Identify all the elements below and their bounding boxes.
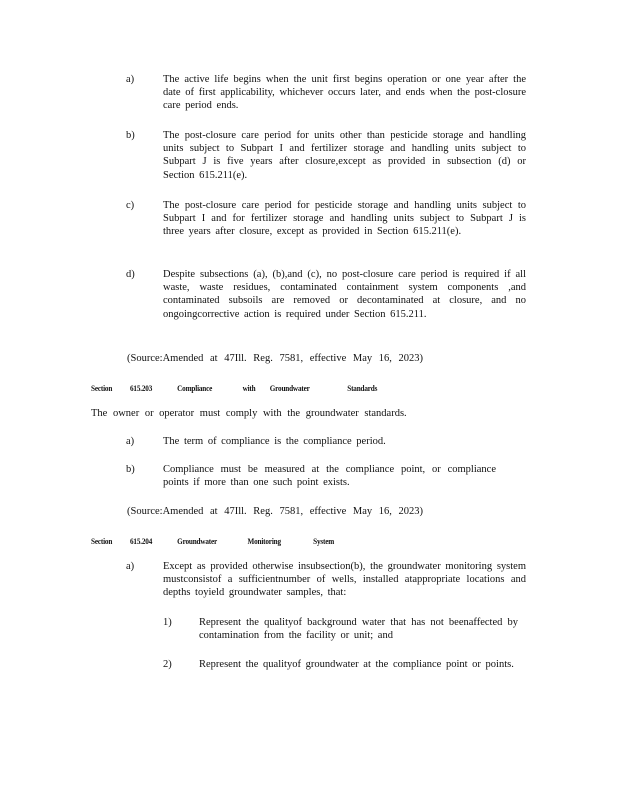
section-paragraph: The owner or operator must comply with the groundwater standards. [91,408,407,419]
section-title-part: Groundwater [269,384,310,393]
sub-item-label: 1) [163,617,172,628]
sub-list-item [163,658,518,671]
list-item [126,129,526,182]
item-label: b) [126,464,135,475]
item-text: Compliance must be measured at the compliance point, or compliance points if more than one such point exists. [163,464,496,489]
item-label: a) [126,74,135,85]
item-text: Despite subsections (a), (b),and (c), no post-closure care period is required if all waste, waste residues, contaminated containment system components ,and contaminated subsoils are removed or decontaminated at closure, and no ongoingcorrective action is required under Section 615.211. [163,269,526,320]
section-heading [91,382,377,395]
section-number: 615.204 [129,537,153,546]
item-label: a) [126,561,135,572]
sub-item-text: Represent the qualityof groundwater at the compliance point or points. [199,659,514,670]
list-item [126,560,526,600]
list-item [126,463,496,489]
section-title-part: with [242,384,256,393]
item-text: The term of compliance is the compliance period. [163,436,386,447]
sub-item-label: 2) [163,659,172,670]
list-item [126,435,526,448]
list-item [126,73,526,113]
item-label: b) [126,130,135,141]
item-text: The post-closure care period for pesticide storage and handling units subject to Subpart I and for fertilizer storage and handling units subject to Subpart J is three years after closure, except as provided in Section 615.211(e). [163,200,526,238]
section-title-part: Groundwater [177,537,218,546]
section-title-part: System [313,537,335,546]
sub-list-item [163,616,518,642]
item-label: d) [126,269,135,280]
source-note: (Source:Amended at 47Ill. Reg. 7581, effective May 16, 2023) [127,353,423,364]
item-text: Except as provided otherwise insubsection(b), the groundwater monitoring system mustconsistof a sufficientnumber of wells, installed atappropriate locations and depths toyield groundwater samples, that: [163,561,526,599]
section-title-part: Compliance [177,384,213,393]
list-item [126,199,526,239]
section-number: 615.203 [129,384,153,393]
section-title-part: Standards [347,384,378,393]
section-heading [91,535,334,548]
item-label: a) [126,436,135,447]
item-text: The post-closure care period for units other than pesticide storage and handling units subject to Subpart I and fertilizer storage and handling units subject to Subpart J is five years after closure,except as provided in subsection (d) or Section 615.211(e). [163,130,526,181]
section-title-part: Monitoring [247,537,281,546]
list-item [126,268,526,321]
sub-item-text: Represent the qualityof background water that has not beenaffected by contamination from the facility or unit; and [199,617,518,642]
section-word: Section [91,537,113,546]
source-note: (Source:Amended at 47Ill. Reg. 7581, effective May 16, 2023) [127,506,423,517]
item-label: c) [126,200,135,211]
item-text: The active life begins when the unit first begins operation or one year after the date of first applicability, whichever occurs later, and ends when the post-closure care period ends. [163,74,526,112]
section-word: Section [91,384,113,393]
